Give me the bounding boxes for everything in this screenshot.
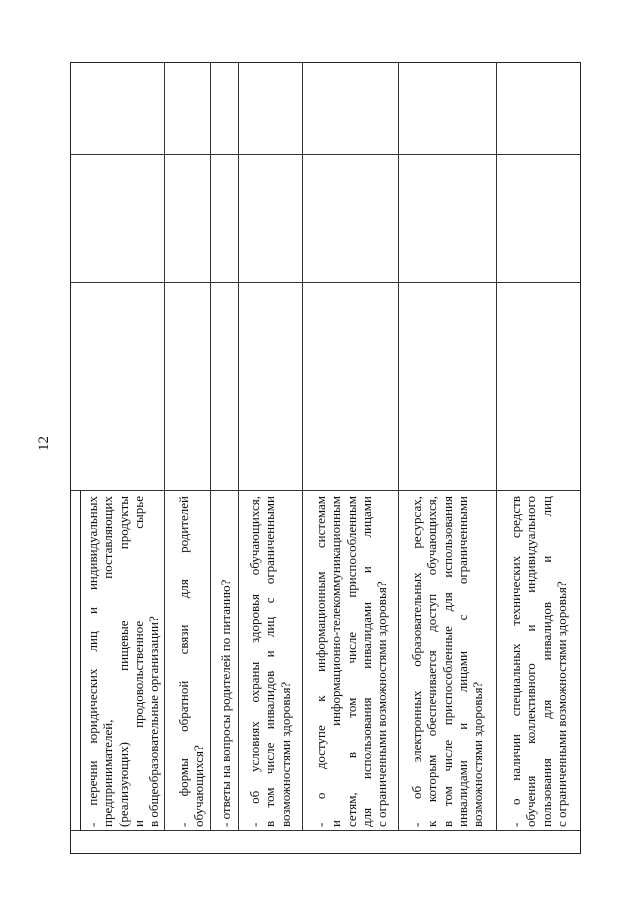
cell-line: в том числе инвалидов и лиц с ограниченными bbox=[262, 496, 278, 827]
table-row-information-systems bbox=[313, 495, 389, 828]
cell-line: предпринимателей, поставляющих bbox=[100, 496, 116, 827]
cell-line: - об электронных образовательных ресурсах, bbox=[409, 496, 424, 827]
cell-line: с ограниченными возможностями здоровья? bbox=[553, 581, 569, 827]
table-row-feedback-forms bbox=[176, 495, 207, 828]
cell-line: - о наличии специальных технических средств bbox=[508, 496, 523, 827]
table-row-health-conditions bbox=[247, 495, 293, 828]
cell-line: инвалидами и лицами с ограниченными bbox=[454, 496, 470, 827]
table-row-parent-answers bbox=[218, 495, 233, 828]
cell-line: (реализующих) пищевые продукты bbox=[115, 496, 131, 827]
cell-line: обучающихся? bbox=[191, 745, 207, 827]
cell-line: - перечни юридических лиц и индивидуальных bbox=[85, 496, 100, 827]
page-number: 12 bbox=[36, 436, 52, 451]
table-row-electronic-resources bbox=[409, 495, 485, 828]
cell-line: - об условиях охраны здоровья обучающихся, bbox=[247, 496, 262, 827]
cell-line: в общеобразовательные организации? bbox=[146, 616, 162, 827]
cell-line: и продовольственное сырье bbox=[130, 496, 146, 827]
cell-line: пользования для инвалидов и лиц bbox=[538, 496, 554, 827]
cell-line: возможностями здоровья? bbox=[470, 681, 486, 827]
cell-line: - о доступе к информационным системам bbox=[313, 496, 328, 827]
cell-line: с ограниченными возможностями здоровья? bbox=[374, 581, 390, 827]
cell-line: и информационно-телекоммуникационным bbox=[328, 496, 344, 827]
cell-line: возможностями здоровья? bbox=[277, 681, 293, 827]
table-row-supplier-lists bbox=[85, 495, 161, 828]
cell-line: к которым обеспечивается доступ обучающихся, bbox=[424, 496, 440, 827]
cell-line: в том числе приспособленные для использования bbox=[439, 496, 455, 827]
cell-line: для использования инвалидами и лицами bbox=[358, 496, 374, 827]
cell-line: сетям, в том числе приспособленным bbox=[343, 496, 359, 827]
table-row-technical-means bbox=[508, 495, 569, 828]
cell-line: обучения коллективного и индивидуального bbox=[523, 496, 539, 827]
cell-line: - формы обратной связи для родителей bbox=[176, 496, 191, 827]
cell-line: - ответы на вопросы родителей по питанию? bbox=[218, 579, 233, 827]
